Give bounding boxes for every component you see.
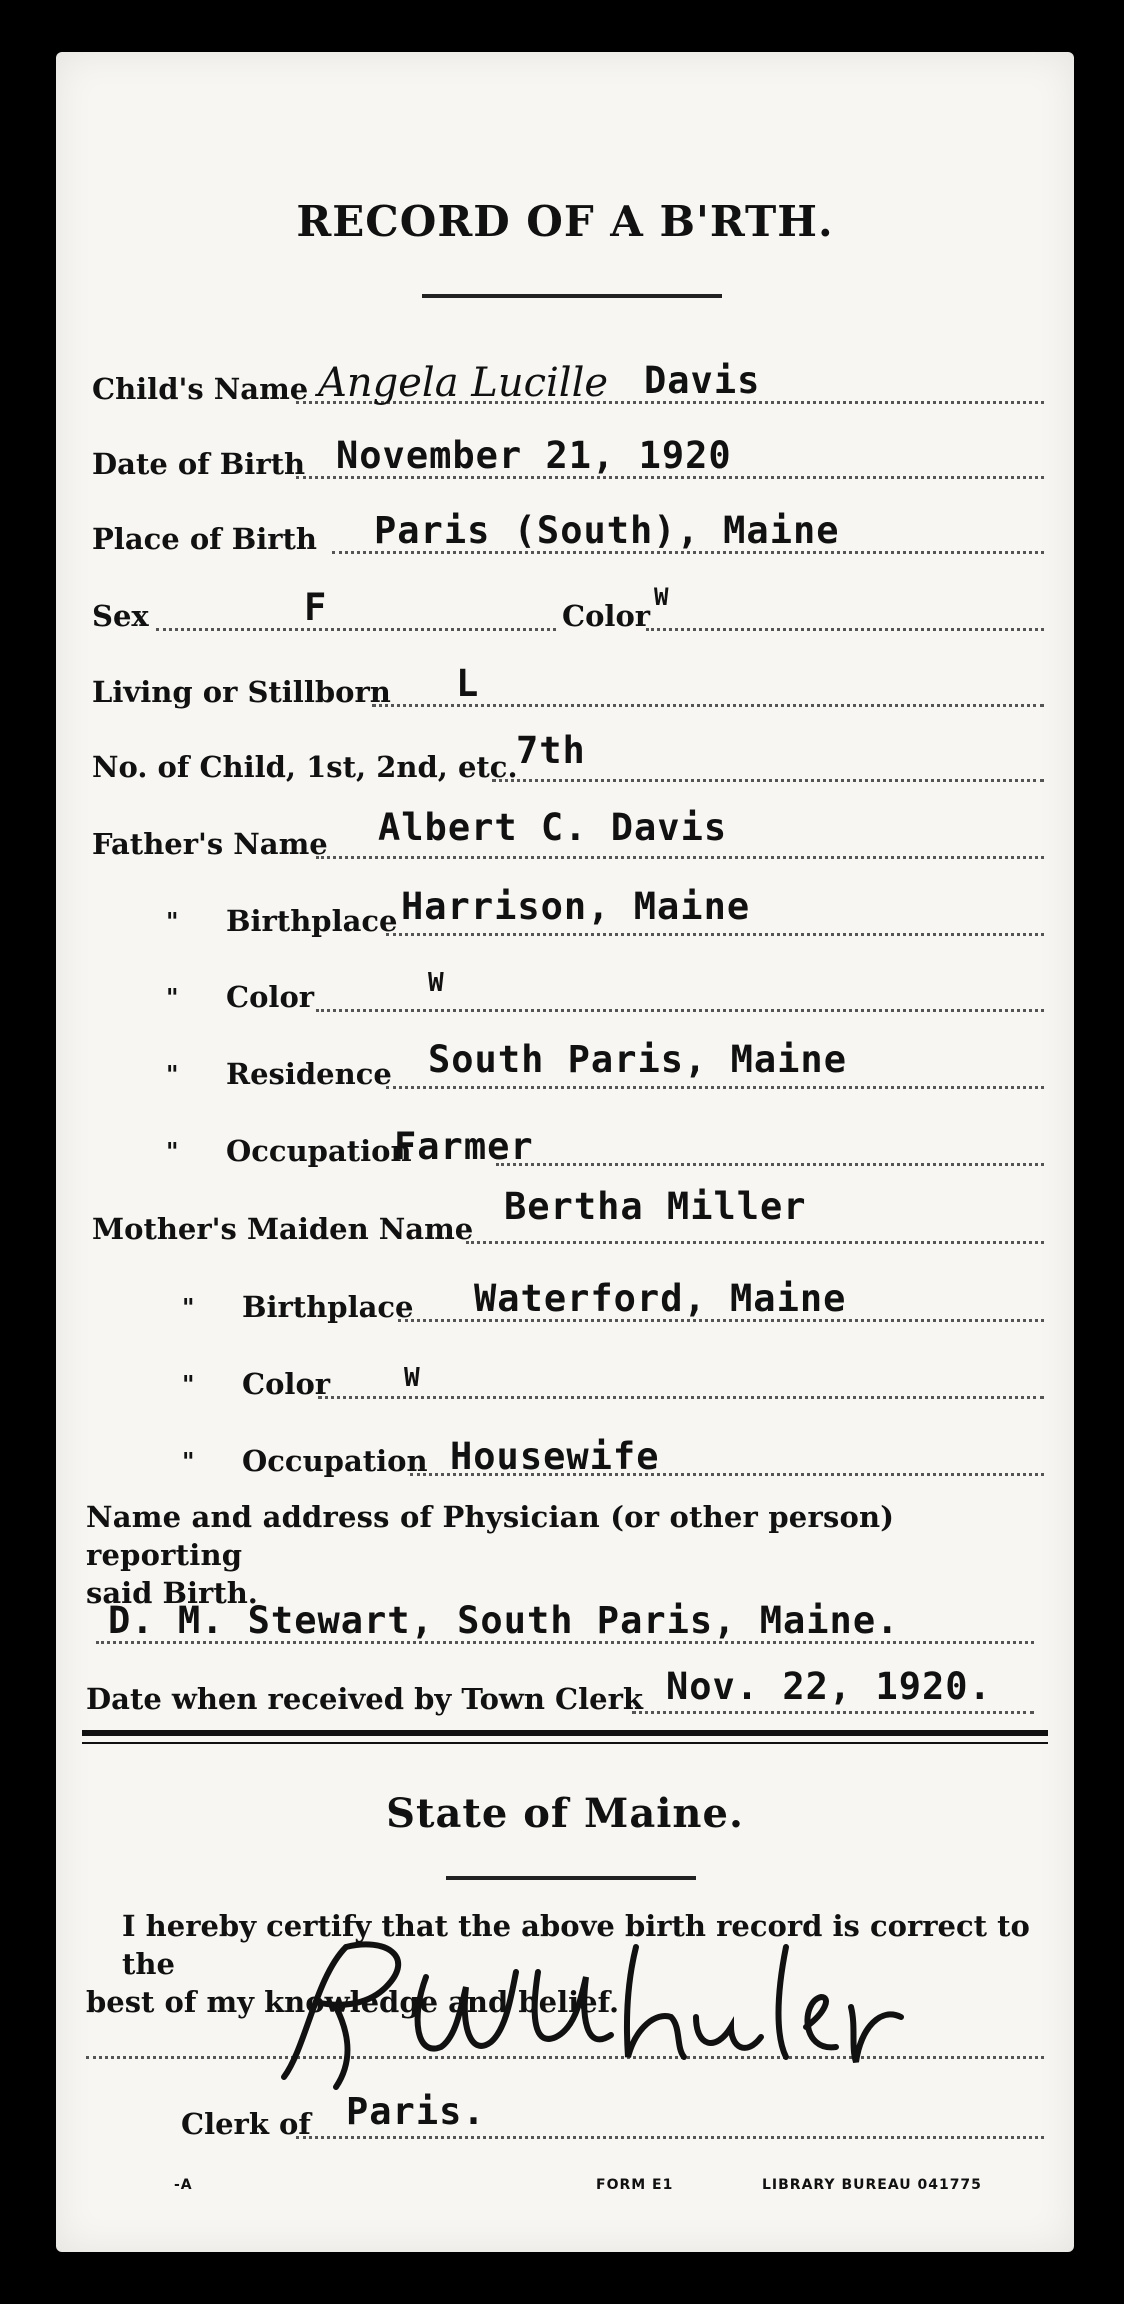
footer-mark: -A [174, 2177, 193, 2193]
row-place-of-birth [56, 502, 1074, 562]
ditto-mark: " [182, 1293, 195, 1322]
label-date-of-birth: Date of Birth [92, 447, 306, 481]
row-mother-occupation [56, 1424, 1074, 1484]
value-date-received: Nov. 22, 1920. [666, 1665, 992, 1708]
value-child-surname: Davis [644, 359, 761, 402]
row-child-number [56, 730, 1074, 790]
value-place-of-birth: Paris (South), Maine [374, 509, 840, 552]
section-divider-thick [82, 1730, 1048, 1736]
value-mother-occupation: Housewife [450, 1435, 660, 1478]
certification-line-2: best of my knowledge and belief. [86, 1985, 620, 2019]
label-mother-birthplace: Birthplace [242, 1290, 414, 1324]
row-mother-name [56, 1185, 1074, 1252]
value-mother-color: W [404, 1363, 421, 1393]
clerk-signature [276, 1917, 956, 2097]
value-father-color: W [428, 968, 445, 998]
value-child-name-handwritten: Angela Lucille [318, 360, 609, 406]
row-date-of-birth [56, 427, 1074, 487]
label-clerk-of: Clerk of [181, 2107, 311, 2141]
value-date-of-birth: November 21, 1920 [336, 434, 732, 477]
label-father-residence: Residence [226, 1057, 392, 1091]
birth-record-card [56, 52, 1074, 2252]
value-father-birthplace: Harrison, Maine [401, 885, 751, 928]
label-father-name: Father's Name [92, 827, 328, 861]
physician-label-line-1: Name and address of Physician (or other person) reporting [86, 1500, 895, 1572]
value-father-occupation: Farmer [394, 1125, 534, 1168]
value-physician: D. M. Stewart, South Paris, Maine. [108, 1599, 900, 1642]
row-mother-color [56, 1347, 1074, 1407]
label-date-received: Date when received by Town Clerk [86, 1682, 643, 1716]
label-mother-occupation: Occupation [242, 1444, 428, 1478]
section-divider-thin [82, 1742, 1048, 1744]
row-date-received [56, 1662, 1074, 1722]
label-sex: Sex [92, 599, 149, 633]
row-sex-color [56, 579, 1074, 639]
state-divider [446, 1876, 696, 1880]
physician-label-line-2: said Birth. [86, 1576, 258, 1610]
ditto-mark: " [182, 1370, 195, 1399]
ditto-mark: " [182, 1447, 195, 1476]
value-living: L [456, 662, 480, 705]
row-father-color [56, 960, 1074, 1020]
row-clerk [56, 2087, 1074, 2147]
row-mother-birthplace [56, 1270, 1074, 1330]
label-father-birthplace: Birthplace [226, 904, 398, 938]
label-father-occupation: Occupation [226, 1134, 412, 1168]
state-heading: State of Maine. [386, 1790, 744, 1837]
row-father-residence [56, 1037, 1074, 1097]
label-color: Color [562, 599, 651, 633]
label-place-of-birth: Place of Birth [92, 522, 318, 556]
ditto-mark: " [166, 983, 179, 1012]
label-mother-color: Color [242, 1367, 331, 1401]
label-child-number: No. of Child, 1st, 2nd, etc. [92, 750, 518, 784]
label-father-color: Color [226, 980, 315, 1014]
certification-line-1: I hereby certify that the above birth record is correct to the [122, 1909, 1030, 1981]
row-father-occupation [56, 1114, 1074, 1174]
row-living [56, 655, 1074, 715]
value-clerk-of: Paris. [346, 2090, 486, 2133]
label-mother-name: Mother's Maiden Name [92, 1212, 474, 1246]
value-child-number: 7th [516, 729, 586, 772]
ditto-mark: " [166, 1137, 179, 1166]
value-mother-birthplace: Waterford, Maine [474, 1277, 847, 1320]
row-child-name [56, 352, 1074, 412]
value-father-name: Albert C. Davis [378, 806, 728, 849]
label-child-name: Child's Name [92, 372, 309, 406]
title-divider [422, 294, 722, 298]
value-color: W [654, 583, 670, 611]
row-father-name [56, 807, 1074, 867]
row-physician-value [56, 1592, 1074, 1652]
label-living: Living or Stillborn [92, 675, 391, 709]
value-father-residence: South Paris, Maine [428, 1038, 847, 1081]
value-mother-name: Bertha Miller [504, 1185, 807, 1228]
footer-publisher: LIBRARY BUREAU 041775 [762, 2177, 982, 2193]
row-father-birthplace [56, 884, 1074, 944]
ditto-mark: " [166, 907, 179, 936]
page-title: RECORD OF A B'RTH. [296, 197, 834, 246]
value-sex: F [304, 586, 328, 629]
ditto-mark: " [166, 1060, 179, 1089]
footer-form-number: FORM E1 [596, 2177, 674, 2193]
